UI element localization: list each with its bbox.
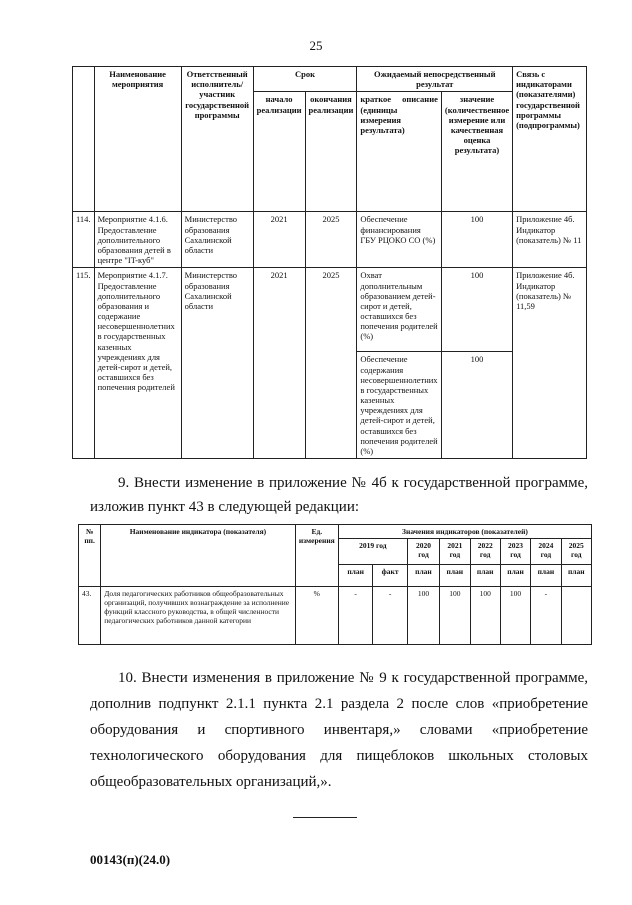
table-row: [79, 587, 592, 645]
header-expected: Ожидаемый непосредственный результат: [357, 67, 513, 92]
indicators-table: [78, 524, 592, 645]
t2-header-2021: 2021 год: [440, 539, 470, 565]
t2-plan: план: [338, 565, 372, 587]
t2-fact: факт: [373, 565, 407, 587]
header-num: [73, 67, 95, 212]
t2-row-2019-plan: -: [338, 587, 372, 645]
t2-row-2021: 100: [440, 587, 470, 645]
table-row: [73, 268, 587, 352]
row-value: 100: [441, 268, 512, 352]
row-brief: Охват дополнительным образованием детей-сирот и детей, оставшихся без попечения родителей (%): [357, 268, 442, 352]
t2-plan: план: [440, 565, 470, 587]
activities-table: [72, 66, 587, 459]
t2-header-unit: Ед. измерения: [295, 525, 338, 587]
header-responsible: Ответственный исполнитель/участник государственной программы: [181, 67, 253, 212]
header-term-end: окончания реализации: [305, 92, 357, 212]
document-code: 00143(п)(24.0): [90, 852, 171, 867]
t2-header-2023: 2023 год: [500, 539, 530, 565]
row-link: Приложение 4б. Индикатор (показатель) № 11,59: [513, 268, 587, 459]
t2-header-name: Наименование индикатора (показателя): [101, 525, 295, 587]
t2-row-unit: %: [295, 587, 338, 645]
t2-plan: план: [470, 565, 500, 587]
header-term: Срок: [253, 67, 357, 92]
row-event: Мероприятие 4.1.6. Предоставление дополнительного образования детей в центре "IT-куб": [94, 212, 181, 268]
table-row: [73, 212, 587, 268]
t2-header-2022: 2022 год: [470, 539, 500, 565]
row-num: 115.: [73, 268, 95, 459]
t2-header-2025: 2025 год: [561, 539, 591, 565]
t2-row-2025: [561, 587, 591, 645]
t2-row-name: Доля педагогических работников общеобразовательных организаций, получивших вознаграждение за исполнение функций классного руководства, в общей численности педагогических работников данной категории: [101, 587, 295, 645]
separator-line: [293, 817, 357, 818]
t2-header-2024: 2024 год: [531, 539, 561, 565]
row-num: 114.: [73, 212, 95, 268]
header-value: значение (количественное измерение или качественная оценка результата): [441, 92, 512, 212]
t2-plan: план: [561, 565, 591, 587]
row-responsible: Министерство образования Сахалинской области: [181, 212, 253, 268]
row-start: 2021: [253, 268, 305, 459]
row-event: Мероприятие 4.1.7. Предоставление дополнительного образования и содержание несовершеннолетних в государственных казенных учреждениях для детей-сирот и детей, оставшихся без попечения родителей: [94, 268, 181, 459]
header-term-start: начало реализации: [253, 92, 305, 212]
header-link: Связь с индикаторами (показателями) государственной программы (подпрограммы): [513, 67, 587, 212]
t2-plan: план: [407, 565, 439, 587]
t2-row-2024: -: [531, 587, 561, 645]
t2-row-2019-fact: -: [373, 587, 407, 645]
row-value: 100: [441, 212, 512, 268]
row-end: 2025: [305, 212, 357, 268]
paragraph-10: 10. Внести изменения в приложение № 9 к государственной программе, дополнив подпункт 2.1.1 пункта 2.1 раздела 2 после слов «приобретение оборудования и спортивного инвентаря,» словами «приобретение технологического оборудования для пищеблоков школьных столовых общеобразовательных организаций,».: [90, 670, 588, 790]
t2-header-num: № пп.: [79, 525, 101, 587]
row-end: 2025: [305, 268, 357, 459]
header-brief: краткое описание (единицы измерения результата): [357, 92, 442, 212]
row-responsible: Министерство образования Сахалинской области: [181, 268, 253, 459]
t2-row-num: 43.: [79, 587, 101, 645]
row-value-2: 100: [441, 352, 512, 459]
t2-row-2023: 100: [500, 587, 530, 645]
t2-header-2019: 2019 год: [338, 539, 407, 565]
row-start: 2021: [253, 212, 305, 268]
t2-header-values: Значения индикаторов (показателей): [338, 525, 591, 539]
page-number: 25: [309, 38, 323, 53]
row-brief-2: Обеспечение содержания несовершеннолетних в государственных казенных учреждениях для детей-сирот и детей, оставшихся без попечения родителей (%): [357, 352, 442, 459]
t2-plan: план: [531, 565, 561, 587]
t2-header-2020: 2020 год: [407, 539, 439, 565]
paragraph-9: 9. Внести изменение в приложение № 4б к государственной программе, изложив пункт 43 в следующей редакции:: [90, 475, 588, 515]
header-event: Наименование мероприятия: [94, 67, 181, 212]
t2-row-2022: 100: [470, 587, 500, 645]
t2-row-2020: 100: [407, 587, 439, 645]
row-brief: Обеспечение финансирования ГБУ РЦОКО СО (%): [357, 212, 442, 268]
t2-plan: план: [500, 565, 530, 587]
row-link: Приложение 4б. Индикатор (показатель) № 11: [513, 212, 587, 268]
